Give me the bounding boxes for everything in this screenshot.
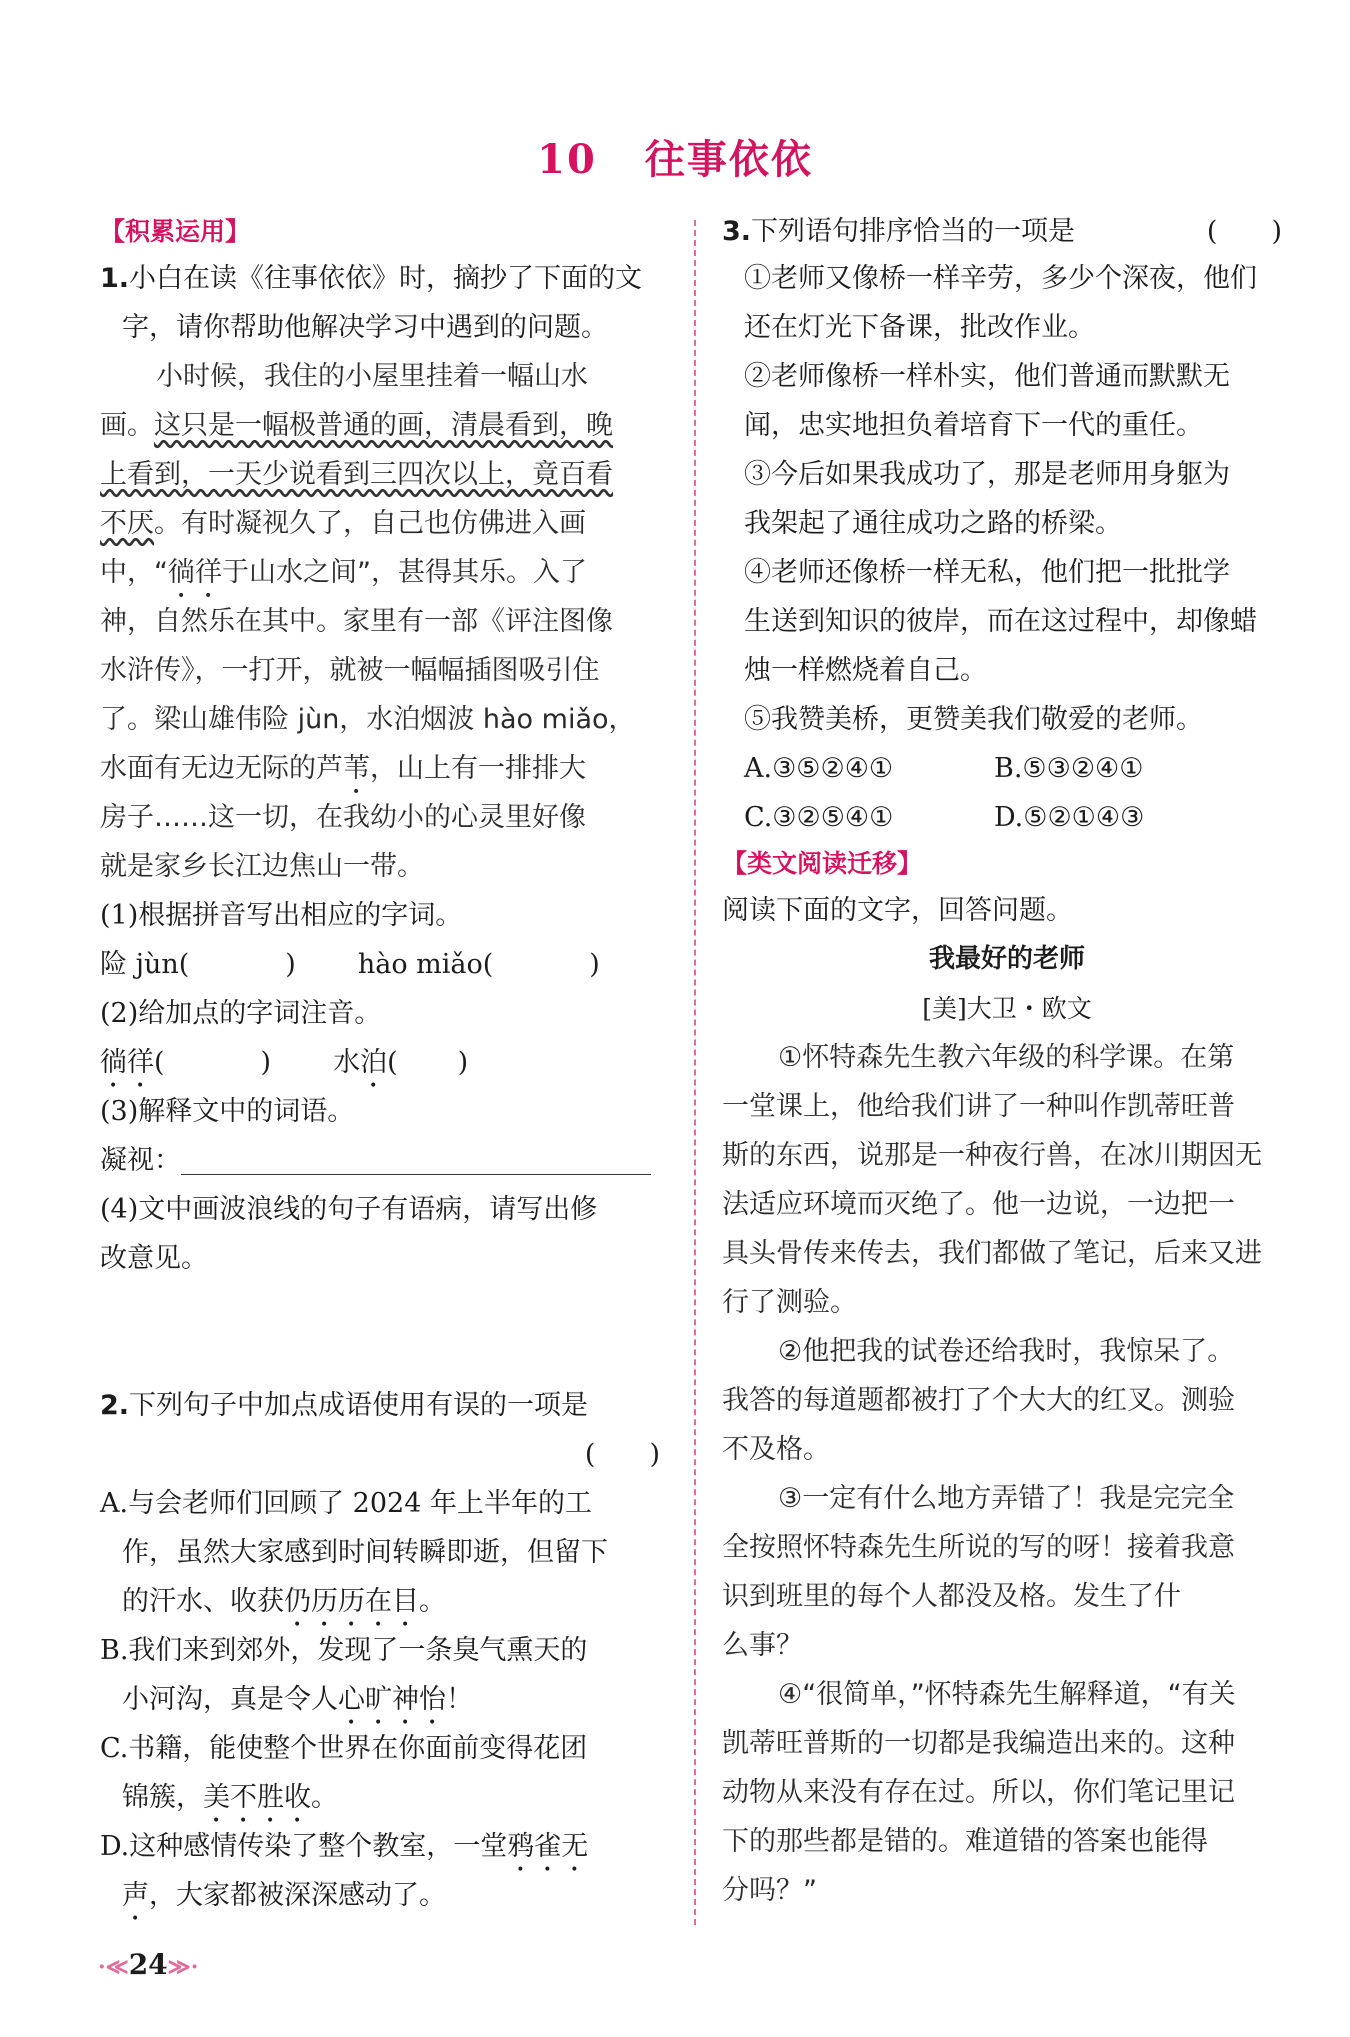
dotted-idiom: 心旷神怡 — [338, 1684, 446, 1715]
decor-left-icon: ·≪ — [98, 1954, 129, 1980]
dotted-word: 苇 — [343, 753, 370, 784]
q1-sub1: (1)根据拼音写出相应的字词。 — [100, 900, 463, 931]
left-column: 【积累运用】 1.小白在读《往事依依》时，摘抄了下面的文 字，请你帮助他解决学习中遇到的问题。 小时候，我住的小屋里挂着一幅山水 画。这只是一幅极普通的画，清晨看到，晚 上看到，一天少说看到三四次以上，竟百看 不厌。有时凝视久了，自己也仿佛进入画 中，“徜徉于山水之间”，甚得其乐。入了 神，自然乐在其中。家里有一部《评注图像 水浒传》，一打开，就被一幅幅插图吸引住 了。梁山雄伟险 jùn，水泊烟波 hào miǎo， 水面有无边无际的芦苇，山上有一排排大 房子……这一切，在我幼小的心灵里好像 就是家乡长江边焦山一带。 (1)根据拼音写出相应的字词。 险 jùn( ) hào miǎo( ) (2)给加点的字词注音。 徜徉( ) 水泊( ) (3)解释文中的词语。 凝视： (4)文中画波浪线的句子有语病，请写出修 改意见。 2.下列句子中加点成语使用有误的一项是 ( ) A.与会老师们回顾了 2024 年上半年的工 作，虽然大家感到时间转瞬即逝，但留下 的汗水、收获仍历历在目。 B.我们来到郊外，发现了一条臭气熏天的 小河沟，真是令人心旷神怡！ C.书籍，能使整个世界在你面前变得花团 锦簇，美不胜收。 D.这种感情传染了整个教室，一堂鸦雀无 声，大家都被深深感动了。 — [100, 210, 670, 1920]
column-divider — [694, 220, 696, 1925]
q3-stem: 3.下列语句排序恰当的一项是 ( ) — [722, 210, 1292, 254]
q3-options-ab — [722, 744, 1292, 793]
answer-bracket[interactable]: ( ) — [1206, 216, 1282, 247]
article-body: ①怀特森先生教六年级的科学课。在第 一堂课上，他给我们讲了一种叫作凯蒂旺普 斯的东西，说那是一种夜行兽，在冰川期因无 法适应环境而灭绝了。他一边说，一边把一 具头骨传来传去，我们都做了笔记，后来又进 行了测验。 ②他把我的试卷还给我时，我惊呆了。 我答的每道题都被打了个大大的红叉。测验 不及格。 ③一定有什么地方弄错了！我是完完全 全按照怀特森先生所说的写的呀！接着我意 识到班里的每个人都没及格。发生了什 么事？ ④“很简单，”怀特森先生解释道，“有关 凯蒂旺普斯的一切都是我编造出来的。这种 动物从来没有存在过。所以，你们笔记里记 下的那些都是错的。难道错的答案也能得 分吗？” — [722, 1042, 1262, 1906]
q3-option-c[interactable]: C.③②⑤④① — [744, 802, 894, 833]
article-title: 我最好的老师 — [928, 944, 1085, 974]
q2-option-d: D.这种感情传染了整个教室，一堂鸦雀无 — [100, 1831, 589, 1862]
q1-sub3-answer: 凝视： — [100, 1136, 670, 1185]
q1-sub4: (4)文中画波浪线的句子有语病，请写出修 — [100, 1194, 598, 1225]
q3-options-cd — [722, 793, 1292, 842]
lesson-name: 往事依依 — [644, 136, 813, 183]
q1-sub4: 改意见。 — [100, 1243, 208, 1274]
dotted-idiom: 仍历历在目 — [284, 1586, 419, 1617]
q2-option-a: A.与会老师们回顾了 2024 年上半年的工 — [100, 1488, 592, 1519]
q3-sentences: ①老师又像桥一样辛劳，多少个深夜，他们 还在灯光下备课，批改作业。 ②老师像桥一样朴实，他们普通而默默无 闻，忠实地担负着培育下一代的重任。 ③今后如果我成功了，那是老师用身躯为 我架起了通往成功之路的桥梁。 ④老师还像桥一样无私，他们把一批批学 生送到知识的彼岸，而在这过程中，却像蜡 烛一样燃烧着自己。 ⑤我赞美桥，更赞美我们敬爱的老师。 — [744, 263, 1257, 735]
section-accumulate: 【积累运用】 — [100, 217, 251, 246]
decor-right-icon: ≫· — [167, 1954, 199, 1980]
reading-intro: 阅读下面的文字，回答问题。 — [722, 895, 1073, 926]
lesson-title — [0, 128, 1350, 185]
q3-option-b[interactable]: B.⑤③②④① — [994, 753, 1144, 784]
wavy-sentence: 这只是一幅极普通的画，清晨看到，晚 — [154, 410, 613, 441]
answer-line[interactable] — [181, 1144, 651, 1175]
q3-option-d[interactable]: D.⑤②①④③ — [994, 802, 1145, 833]
q1-sub2-blanks: 徜徉( ) 水泊( ) — [100, 1047, 469, 1078]
page-number: ·≪24≫· — [98, 1948, 199, 1981]
q1-sub3: (3)解释文中的词语。 — [100, 1096, 355, 1127]
q2-bracket-line — [100, 1430, 670, 1479]
answer-bracket[interactable]: ( ) — [584, 1439, 660, 1470]
q1-passage: 小时候，我住的小屋里挂着一幅山水 画。这只是一幅极普通的画，清晨看到，晚 上看到，一天少说看到三四次以上，竟百看 不厌。有时凝视久了，自己也仿佛进入画 中，“徜徉于山水之间”，甚得其乐。入了 神，自然乐在其中。家里有一部《评注图像 水浒传》，一打开，就被一幅幅插图吸引住 了。梁山雄伟险 jùn，水泊烟波 hào miǎo， 水面有无边无际的芦苇，山上有一排排大 房子……这一切，在我幼小的心灵里好像 就是家乡长江边焦山一带。 — [100, 361, 636, 882]
q3-option-a[interactable]: A.③⑤②④① — [744, 753, 894, 784]
q1-intro-line: 1.小白在读《往事依依》时，摘抄了下面的文 — [100, 263, 643, 294]
wavy-sentence: 上看到，一天少说看到三四次以上，竟百看 — [100, 459, 613, 490]
q1-sub1-blanks: 险 jùn( ) hào miǎo( ) — [100, 949, 600, 980]
dotted-idiom: 鸦雀无 — [507, 1831, 589, 1862]
article-author: [美]大卫・欧文 — [922, 994, 1092, 1023]
q2-option-c: C.书籍，能使整个世界在你面前变得花团 — [100, 1733, 588, 1764]
lesson-number: 10 — [537, 136, 597, 183]
section-reading: 【类文阅读迁移】 — [722, 849, 923, 878]
dotted-idiom: 美不胜收 — [203, 1782, 311, 1813]
q2-option-b: B.我们来到郊外，发现了一条臭气熏天的 — [100, 1635, 588, 1666]
right-column — [722, 210, 1292, 1915]
q2-stem: 2.下列句子中加点成语使用有误的一项是 — [100, 1390, 589, 1421]
dotted-word: 徜徉 — [168, 557, 222, 588]
wavy-sentence: 不厌 — [100, 508, 154, 539]
q1-sub2: (2)给加点的字词注音。 — [100, 998, 382, 1029]
q1-intro-line: 字，请你帮助他解决学习中遇到的问题。 — [122, 312, 608, 343]
